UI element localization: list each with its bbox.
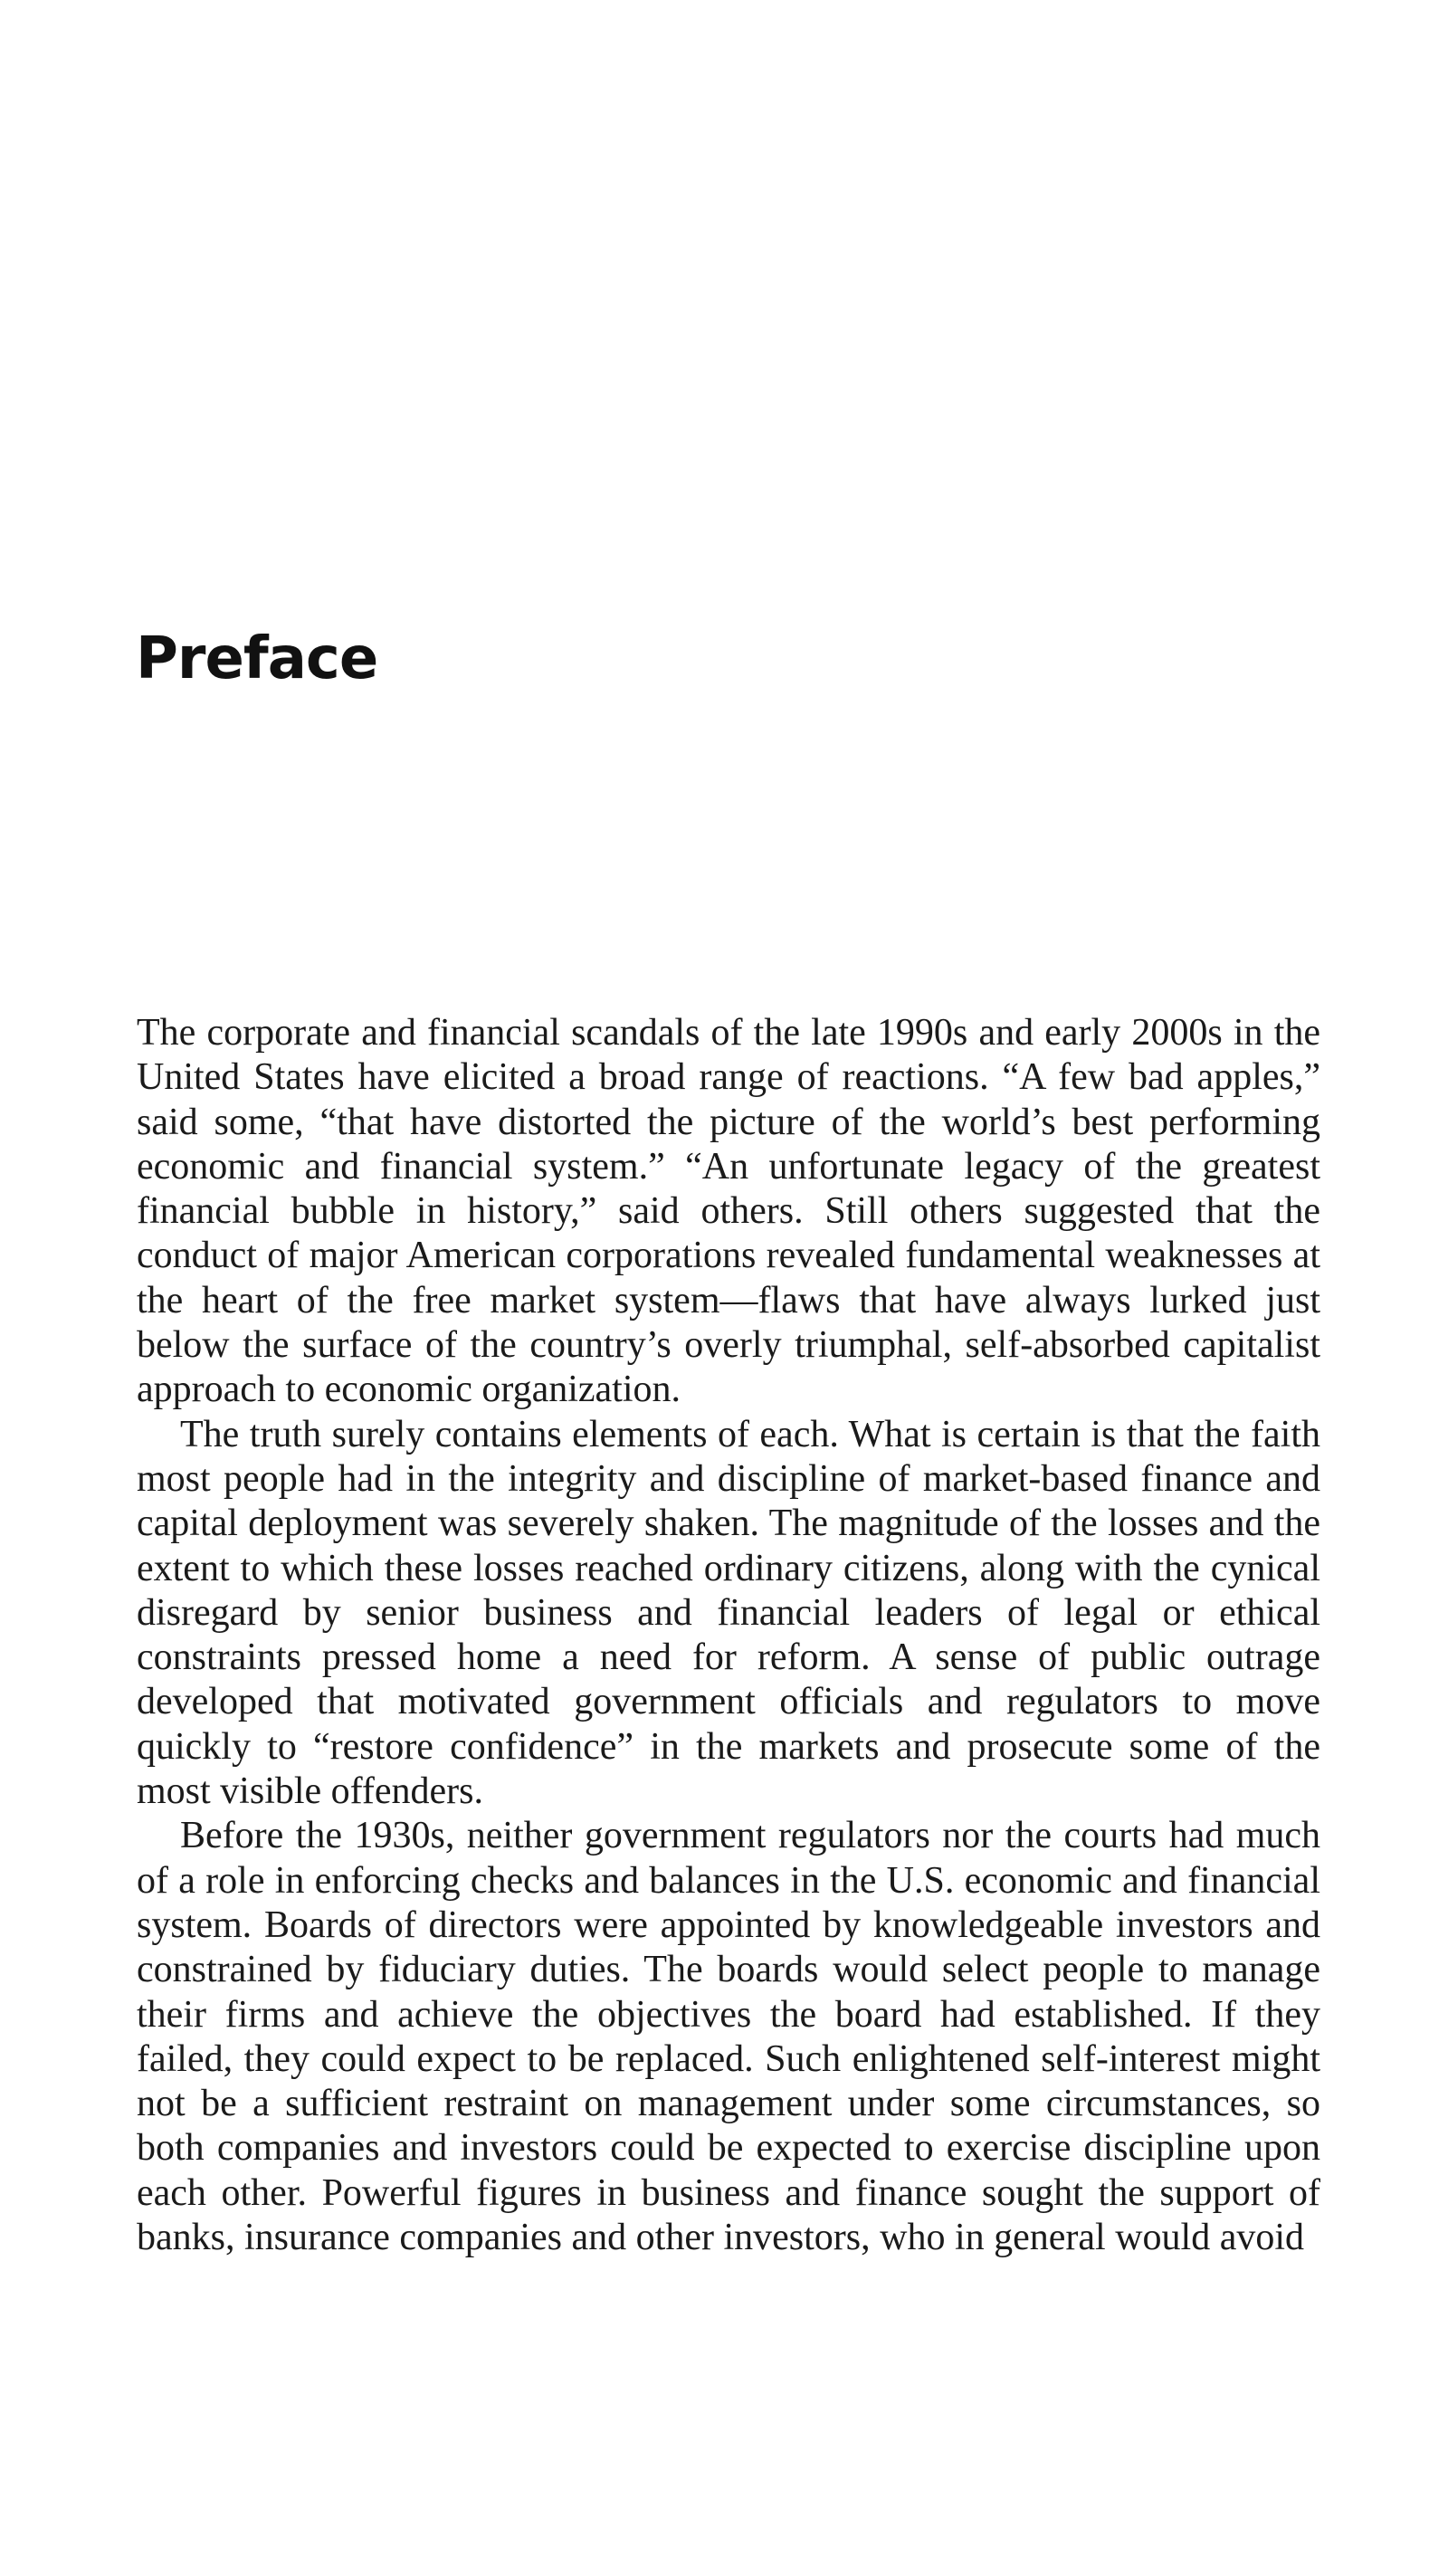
paragraph-2: The truth surely contains elements of each. What is certain is that the faith most people had in the integrity and discipline of market-based finance and capital deployment was severely shaken. The magnitude of the losses and the extent to which these losses reached ordinary citizens, along with the cynical disregard by senior business and financial leaders of legal or ethical constraints pressed home a need for reform. A sense of public outrage developed that motivated government officials and regulators to move quickly to “restore confidence” in the markets and prosecute some of the most visible offenders. — [137, 1413, 1320, 1813]
body-text — [137, 1011, 1320, 2260]
paragraph-3: Before the 1930s, neither government regulators nor the courts had much of a role in enforcing checks and balances in the U.S. economic and financial system. Boards of directors were appointed by knowledgeable investors and constrained by fiduciary duties. The boards would select people to manage their firms and achieve the objectives the board had established. If they failed, they could expect to be replaced. Such enlightened self-interest might not be a sufficient restraint on management under some circumstances, so both companies and investors could be expected to exercise discipline upon each other. Powerful figures in business and finance sought the support of banks, insurance companies and other investors, who in general would avoid — [137, 1815, 1320, 2259]
paragraph-1: The corporate and financial scandals of the late 1990s and early 2000s in the United States have elicited a broad range of reactions. “A few bad apples,” said some, “that have distorted the picture of the world’s best performing economic and financial system.” “An unfortunate legacy of the greatest financial bubble in history,” said others. Still others suggested that the conduct of major American corporations revealed fundamental weaknesses at the heart of the free market system—flaws that have always lurked just below the surface of the country’s overly triumphal, self-absorbed capitalist approach to economic organization. — [137, 1012, 1320, 1411]
chapter-title: Preface — [136, 625, 378, 692]
